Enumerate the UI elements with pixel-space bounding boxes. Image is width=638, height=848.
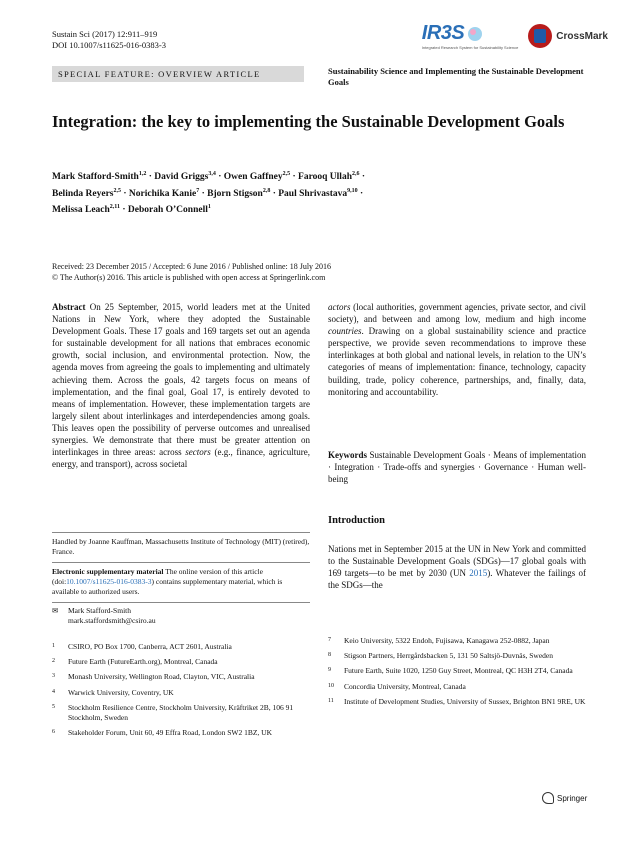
journal-citation: Sustain Sci (2017) 12:911–919 <box>52 29 158 39</box>
abstract-label: Abstract <box>52 302 86 312</box>
crossmark-badge[interactable] <box>528 24 608 48</box>
correspondence <box>52 606 310 626</box>
springer-horse-icon <box>542 792 554 804</box>
special-feature-title: Sustainability Science and Implementing the Sustainable Development Goals <box>328 66 584 87</box>
abstract-emphasis-sectors: sectors <box>185 447 211 458</box>
doi-line: DOI 10.1007/s11625-016-0383-3 <box>52 40 166 50</box>
correspondence-email[interactable]: mark.staffordsmith@csiro.au <box>68 616 156 626</box>
abstract-text: On 25 September, 2015, world leaders met at the United Nations in New York, where they adopted the Sustainable Development Goals. These 17 goals and 169 targets set out an agenda for sustainable development for all nations that embraces economic growth, social inclusion, and environmental protection. Now, the agenda moves from agreeing the goals to implementing and ultimately achieving them. Across the goals, 42 targets focus on means of implementation, and the final goal, Goal 17, is entirely devoted to means of implementation. However, these implementation targets are largely silent about interlinkages and interdependencies among goals. This leaves open the possibility of perverse outcomes and unrealised synergies. We demonstrate that there must be greater attention on interlinkages in three areas: across <box>52 302 311 458</box>
esm-doi-link[interactable]: 10.1007/s11625-016-0383-3 <box>66 577 152 587</box>
abstract-text-2a: (e.g., finance, agriculture, energy, and transport), across societal <box>52 447 311 470</box>
author-list: Mark Stafford-Smith$^{1,2}$ · David Griggs$^{3,4}$ · Owen Gaffney$^{2,5}$ · Farooq Ullah$^{2,6}$ · Belinda Reyers$^{2,5}$ · Norichika Kanie$^7$ · Bjorn Stigson$^{2,8}$ · Paul Shrivastava$^{9,10}$ · Melissa Leach$^{2,11}$ · Deborah O’Connell$^1$ <box>52 171 366 216</box>
article-type-banner: SPECIAL FEATURE: OVERVIEW ARTICLE <box>52 66 304 82</box>
introduction-text: Nations met in September 2015 at the UN in New York and committed to the Sustainable Development Goals (SDGs)—17 global goals with 169 targets—to be met by 2030 (UN 2015). Whatever the failings of the SDGs—the <box>328 544 586 591</box>
ir3s-globe-icon <box>467 26 483 42</box>
author-6[interactable]: Norichika Kanie$^7$ <box>128 187 200 199</box>
esm-note: Electronic supplementary material The online version of this article (doi:10.1007/s11625-016-0383-3) contains supplementary material, which is available to authorized users. <box>52 567 283 597</box>
affiliations-right <box>328 636 586 712</box>
author-1[interactable]: Mark Stafford-Smith$^{1,2}$ <box>52 171 147 183</box>
esm-divider <box>52 562 310 563</box>
reference-link-un-2015[interactable]: 2015 <box>469 568 488 579</box>
publication-dates <box>52 261 331 283</box>
author-5[interactable]: Belinda Reyers$^{2,5}$ <box>52 187 121 199</box>
author-8[interactable]: Paul Shrivastava$^{9,10}$ <box>278 187 358 199</box>
ir3s-logo-text: IR3S <box>421 22 465 44</box>
affiliation-7: 7 Keio University, 5322 Endoh, Fujisawa, Kanagawa 252-0882, Japan <box>328 636 550 645</box>
journal-meta <box>52 29 166 51</box>
abstract-text-4: . Drawing on a global sustainability science and practice perspective, we provide seven recommendations to improve these interlinkages at both global and national levels, in relation to the UN’s categories of means of implementation: finance, technology, capacity building, trade, policy coherence, partnerships, and, finally, data, monitoring and accountability. <box>328 326 586 397</box>
correspondence-name: Mark Stafford-Smith <box>68 606 131 615</box>
ir3s-tagline: Integrated Research System for Sustainability Science <box>421 45 519 50</box>
notes-divider <box>52 532 310 533</box>
affiliation-1: 1 CSIRO, PO Box 1700, Canberra, ACT 2601, Australia <box>52 642 232 651</box>
crossmark-label: CrossMark <box>556 30 608 42</box>
keywords-text: Sustainable Development Goals · Means of implementation · Integration · Trade-offs and synergies · Governance · Human well-being <box>328 450 586 485</box>
author-7[interactable]: Bjorn Stigson$^{2,8}$ <box>207 187 271 199</box>
author-10[interactable]: Deborah O’Connell$^1$ <box>127 204 211 216</box>
affiliation-8: 8 Stigson Partners, Herrgårdsbacken 5, 131 50 Saltsjö-Duvnäs, Sweden <box>328 651 553 661</box>
crossmark-icon <box>528 24 552 48</box>
affiliations-left <box>52 642 310 743</box>
affiliation-11: 11 Institute of Development Studies, University of Sussex, Brighton BN1 9RE, UK <box>328 696 586 706</box>
abstract-text-3: (local authorities, government agencies, private sector, and civil society), and between and among low, medium and high income <box>328 302 586 325</box>
affiliation-10: 10 Concordia University, Montreal, Canada <box>328 681 466 691</box>
author-4[interactable]: Farooq Ullah$^{2,6}$ <box>298 171 360 183</box>
copyright-line: © The Author(s) 2016. This article is published with open access at Springerlink.com <box>52 273 326 282</box>
affiliation-3: 3 Monash University, Wellington Road, Clayton, VIC, Australia <box>52 672 255 682</box>
affiliation-6: 6 Stakeholder Forum, Unit 60, 49 Effra Road, London SW2 1BZ, UK <box>52 728 273 738</box>
publisher-name: Springer <box>557 793 588 803</box>
abstract-right <box>328 301 586 398</box>
author-2[interactable]: David Griggs$^{3,4}$ <box>154 171 216 183</box>
keywords <box>328 449 586 485</box>
correspondence-divider <box>52 602 310 603</box>
affiliation-5: 5 Stockholm Resilience Centre, Stockholm University, Kräftriket 2B, 106 91 Stockholm, Sweden <box>52 702 294 723</box>
ir3s-logo[interactable] <box>422 22 519 50</box>
header-logos <box>422 22 608 50</box>
section-heading-introduction: Introduction <box>328 515 385 526</box>
keywords-label: Keywords <box>328 450 367 460</box>
handled-by-note: Handled by Joanne Kauffman, Massachusetts Institute of Technology (MIT) (retired), France. <box>52 537 310 557</box>
author-9[interactable]: Melissa Leach$^{2,11}$ <box>52 204 120 216</box>
abstract-left <box>52 301 310 470</box>
publisher-logo <box>542 792 587 804</box>
received-line: Received: 23 December 2015 / Accepted: 6 June 2016 / Published online: 18 July 2016 <box>52 262 332 271</box>
affiliation-2: 2 Future Earth (FutureEarth.org), Montreal, Canada <box>52 657 218 667</box>
author-3[interactable]: Owen Gaffney$^{2,5}$ <box>223 171 291 183</box>
affiliation-4: 4 Warwick University, Coventry, UK <box>52 687 174 697</box>
abstract-emphasis-countries: countries <box>328 326 362 337</box>
abstract-emphasis-actors: actors <box>328 302 351 312</box>
envelope-icon: ✉ <box>52 606 59 615</box>
article-title: Integration: the key to implementing the Sustainable Development Goals <box>52 112 565 131</box>
affiliation-9: 9 Future Earth, Suite 1020, 1250 Guy Street, Montreal, QC H3H 2T4, Canada <box>328 666 573 676</box>
